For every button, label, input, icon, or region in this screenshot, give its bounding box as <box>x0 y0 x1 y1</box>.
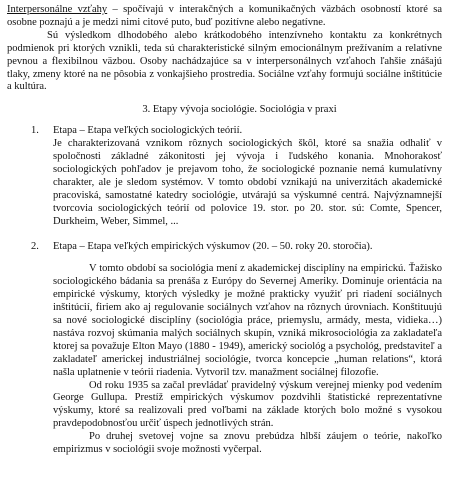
stages-list <box>7 125 442 457</box>
list-item-title: Etapa – Etapa veľkých sociologických teórií. <box>53 125 243 137</box>
list-number: 1. <box>31 125 39 137</box>
list-item-title: Etapa – Etapa veľkých empirických výskumov (20. – 50. roky 20. storočia). <box>53 240 373 252</box>
section-heading: 3. Etapy vývoja sociológie. Sociológia v praxi <box>142 104 337 116</box>
stage-2-paragraph-1: V tomto období sa sociológia mení z akademickej disciplíny na empirickú. Ťažisko sociologického bádania sa prenáša z Európy do Severnej Ameriky. Dominuje orientácia na empirické výskumy, ktorých výsledky je možné prakticky využiť pri riadení sociálnych inštitúcií, firiem ako aj regulovanie sociálnych vzťahov na rôznych úrovniach. Konštituujú sa nové sociologické disciplíny (sociológia práce, priemyslu, armády, mesta, vidieka…) nastáva rozvoj skúmania malých sociálnych skupín, vzniká mikrosociológia za zakladateľa ktorej sa považuje Elton Mayo (1880 - 1949), americký sociológ a psychológ, predstaviteľ a zakladateľ americkej industriálnej sociológie, tvorca koncepcie „human relations“, ktorá našla uplatnenie v teórii riadenia. Vytvoril tzv. manažment sociálnej filozofie. <box>53 263 442 378</box>
intro-paragraph-1 <box>7 4 442 30</box>
stage-2-paragraph-3: Po druhej svetovej vojne sa znovu prebúdza hlbší záujem o teórie, nakoľko empirizmus v sociológii svoje možnosti vyčerpal. <box>53 431 442 456</box>
intro-definition: – spočívajú v interakčných a komunikačných väzbách osobností ktoré sa osobne poznajú a je medzi nimi citové puto, buď pozitívne alebo negatívne. <box>7 4 443 28</box>
list-item-stage-2 <box>7 241 442 458</box>
list-number: 2. <box>31 240 39 252</box>
intro-paragraph-2: Sú výsledkom dlhodobého alebo krátkodobého intenzívneho kontaktu za konkrétnych podmienok pri ktorých vznikli, teda sú charakteristické silným emocionálnym prežívaním a relatívne pevnou a flexibilnou väzbou. Osoby nachádzajúce sa v interpersonálnych vzťahoch ľahšie znášajú tlaky, zmeny ktoré na ne pôsobia z vonkajšieho prostredia. Sociálne vzťahy formujú sociálne inštitúcie a kultúra. <box>7 29 442 93</box>
list-item-body <box>53 263 442 457</box>
intro-term: Interpersonálne vzťahy <box>7 4 108 15</box>
stage-2-paragraph-2: Od roku 1935 sa začal prevládať pravidelný výskum verejnej mienky pod vedením George Gullupa. Prestíž empirických výskumov pozdvihli štatistické reprezentatívne výskumy, ktoré sa realizovali pred voľbami na základe ktorých bolo možné s vysokou pravdepodobnosťou určiť úspech jednotlivých strán. <box>53 379 442 430</box>
list-item-stage-1 <box>7 125 442 228</box>
list-item-body: Je charakterizovaná vznikom rôznych sociologických škôl, ktoré sa snažia odhaliť v spoločnosti základné zákonitosti jej vývoja i ľudského konania. Mnohorakosť sociologických pohľadov je prejavom toho, že sociologické poznanie nemá kumulatívny charakter, ale je sledom systémov. V tomto období vznikajú na univerzitách akademické pracoviská, samostatné katedry sociológie, utvárajú sa výskumné centrá. Najvýznamnejší tvorcovia sociologických teórií od polovice 19. stor. po 20. stor. sú: Comte, Spencer, Durkheim, Weber, Simmel, ... <box>53 138 442 227</box>
